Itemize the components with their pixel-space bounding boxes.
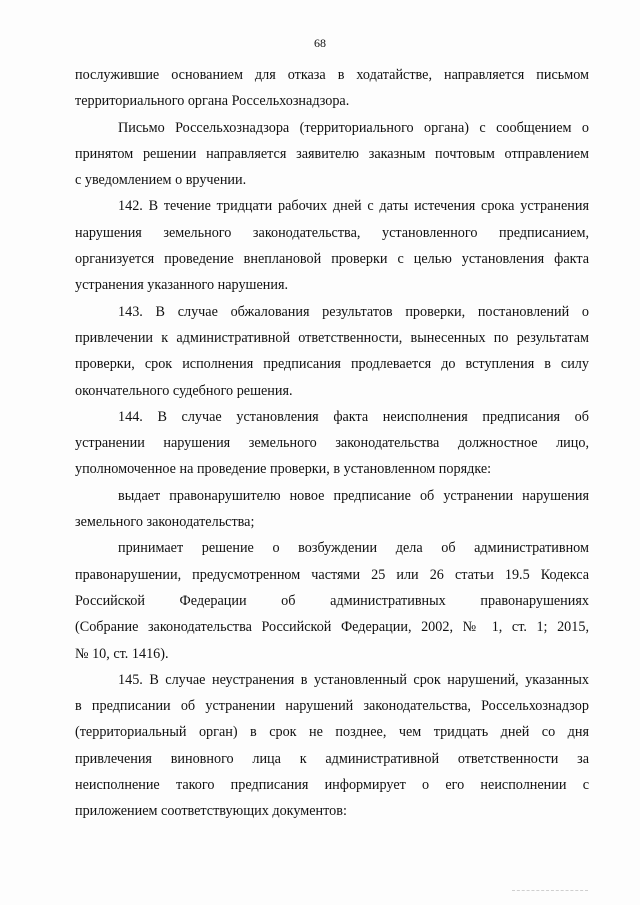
text-line: (территориальный орган) в срок не позднее, чем тридцать дней со дня — [75, 724, 589, 741]
text-line: Российской Федерации об административных правонарушениях — [75, 592, 589, 609]
text-line: послужившие основанием для отказа в ходатайстве, направляется письмом — [75, 67, 589, 83]
text-line: Письмо Россельхознадзора (территориального органа) с сообщением о — [118, 119, 589, 136]
text-line: земельного законодательства; — [75, 514, 255, 531]
paragraph — [75, 667, 589, 825]
paragraph — [75, 62, 589, 115]
text-line: территориального органа Россельхознадзора. — [75, 93, 350, 110]
text-line: организуется проведение внеплановой проверки с целью установления факта — [75, 251, 589, 268]
paragraph — [75, 535, 589, 666]
text-line: устранения указанного нарушения. — [75, 277, 289, 294]
text-line: 145. В случае неустранения в установленный срок нарушений, указанных — [118, 671, 589, 688]
paragraph — [75, 115, 589, 194]
text-line: окончательного судебного решения. — [75, 382, 293, 399]
text-line: неисполнение такого предписания информирует о его неисполнении с — [75, 777, 589, 794]
scan-edge-mark — [512, 890, 588, 891]
text-line: нарушения земельного законодательства, установленного предписанием, — [75, 224, 589, 241]
text-line: с уведомлением о вручении. — [75, 172, 247, 189]
text-line: правонарушении, предусмотренном частями 25 или 26 статьи 19.5 Кодекса — [75, 566, 589, 583]
text-line: 144. В случае установления факта неисполнения предписания об — [118, 408, 589, 425]
text-line: (Собрание законодательства Российской Федерации, 2002, № 1, ст. 1; 2015, — [75, 619, 589, 636]
text-line: привлечения виновного лица к административной ответственности за — [75, 750, 589, 767]
text-line: уполномоченное на проведение проверки, в установленном порядке: — [75, 461, 492, 478]
page-number: 68 — [314, 36, 326, 50]
text-line: привлечении к административной ответственности, вынесенных по результатам — [75, 329, 589, 346]
text-line: выдает правонарушителю новое предписание об устранении нарушения — [118, 487, 589, 504]
paragraph — [75, 404, 589, 483]
text-line: устранении нарушения земельного законодательства должностное лицо, — [75, 435, 589, 452]
text-line: приложением соответствующих документов: — [75, 803, 347, 820]
paragraph — [75, 299, 589, 404]
paragraph — [75, 483, 589, 536]
text-line: принимает решение о возбуждении дела об административном — [118, 540, 589, 557]
document-body — [75, 62, 589, 825]
text-line: 143. В случае обжалования результатов проверки, постановлений о — [118, 303, 589, 320]
text-line: принятом решении направляется заявителю заказным почтовым отправлением — [75, 145, 589, 162]
text-line: № 10, ст. 1416). — [75, 645, 169, 662]
paragraph — [75, 193, 589, 298]
text-line: 142. В течение тридцати рабочих дней с даты истечения срока устранения — [118, 198, 589, 215]
text-line: в предписании об устранении нарушений законодательства, Россельхознадзор — [75, 698, 589, 715]
text-line: проверки, срок исполнения предписания продлевается до вступления в силу — [75, 356, 589, 373]
